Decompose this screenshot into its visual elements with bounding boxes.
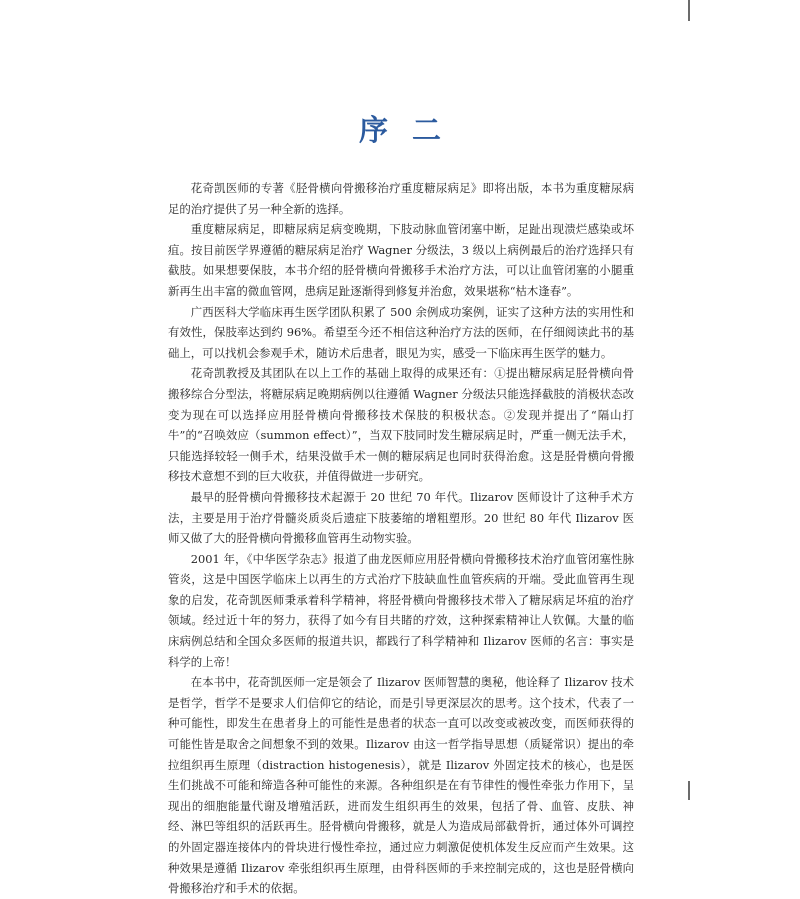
paragraph-3: 广西医科大学临床再生医学团队积累了 500 余例成功案例，证实了这种方法的实用性和有效性，保肢率达到约 96%。希望至今还不相信这种治疗方法的医师，在仔细阅读此书的基础上，可以找机会参观手术，随访术后患者，眼见为实，感受一下临床再生医学的魅力。 [168, 304, 634, 360]
paragraph-7: 在本书中，花奇凯医师一定是领会了 Ilizarov 医师智慧的奥秘，他诠释了 Ilizarov 技术是哲学，哲学不是要求人们信仰它的结论，而是引导更深层次的思考。这个技术，代表了一种可能性，即发生在患者身上的可能性是患者的状态一直可以改变或被改变，而医师获得的可能性皆是取舍之间想象不到的效果。Ilizarov 由这一哲学指导思想（质疑常识）提出的牵拉组织再生原理（distraction histogenesis），就是 Ilizarov 外固定技术的核心，也是医生们挑战不可能和缔造各种可能性的来源。各种组织是在有节律性的慢性牵张力作用下，呈现出的细胞能量代谢及增殖活跃，进而发生组织再生的效果，包括了骨、血管、皮肤、神经、淋巴等组织的活跃再生。胫骨横向骨搬移，就是人为造成局部截骨折，通过体外可调控的外固定器连接体内的骨块进行慢性牵拉，通过应力刺激促使机体发生反应而产生效果。这种效果是遵循 Ilizarov 牵张组织再生原理，由骨科医师的手来控制完成的，这也是胫骨横向骨搬移治疗和手术的依据。 [168, 675, 634, 896]
paragraph-1: 花奇凯医师的专著《胫骨横向骨搬移治疗重度糖尿病足》即将出版，本书为重度糖尿病足的治疗提供了另一种全新的选择。 [168, 181, 634, 216]
paragraph-4: 花奇凯教授及其团队在以上工作的基础上取得的成果还有：①提出糖尿病足胫骨横向骨搬移综合分型法，将糖尿病足晚期病例以往遵循 Wagner 分级法只能选择截肢的消极状态改变为现在可以选择应用胫骨横向骨搬移技术保肢的积极状态。②发现并提出了“隔山打牛”的“召唤效应（summon effect）”，当双下肢同时发生糖尿病足时，严重一侧无法手术，只能选择较轻一侧手术，结果没做手术一侧的糖尿病足也同时获得治愈。这是胫骨横向骨搬移技术意想不到的巨大收获，并值得做进一步研究。 [168, 366, 634, 484]
page-title: 序二 [358, 113, 465, 147]
paragraph-5: 最早的胫骨横向骨搬移技术起源于 20 世纪 70 年代。Ilizarov 医师设计了这种手术方法，主要是用于治疗骨髓炎质炎后遗症下肢萎缩的增粗塑形。20 世纪 80 年代 Ilizarov 医师又做了大的胫骨横向骨搬移血管再生动物实验。 [168, 489, 634, 546]
paragraph-6: 2001 年，《中华医学杂志》报道了曲龙医师应用胫骨横向骨搬移技术治疗血管闭塞性脉管炎，这是中国医学临床上以再生的方式治疗下肢缺血性血管疾病的开端。受此血管再生现象的启发，花奇凯医师秉承着科学精神，将胫骨横向骨搬移技术带入了糖尿病足坏疽的治疗领域。经过近十年的努力，获得了如今有目共睹的疗效，这种探索精神让人钦佩。大量的临床病例总结和全国众多医师的报道共识，都践行了科学精神和 Ilizarov 医师的名言：事实是科学的上帝！ [168, 551, 634, 669]
paragraph-2: 重度糖尿病足，即糖尿病足病变晚期，下肢动脉血管闭塞中断，足趾出现溃烂感染或坏疽。按目前医学界遵循的糖尿病足治疗 Wagner 分级法，3 级以上病例最后的治疗选择只有截肢。如果想要保肢，本书介绍的胫骨横向骨搬移手术治疗方法，可以让血管闭塞的小腿重新再生出丰富的微血管网，患病足趾逐渐得到修复并治愈，效果堪称“枯木逢春”。 [168, 222, 634, 298]
crop-mark-bottom [688, 781, 690, 800]
body-text [168, 178, 634, 899]
crop-mark-top [688, 0, 690, 21]
